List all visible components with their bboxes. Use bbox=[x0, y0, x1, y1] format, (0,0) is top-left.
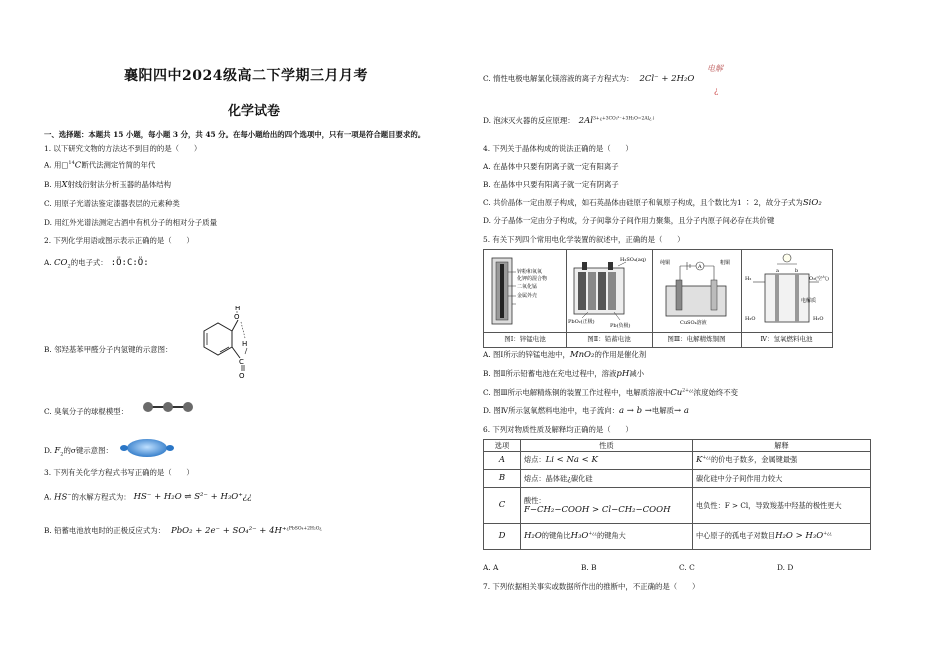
fig2-label-2: PbO₂(正极) bbox=[568, 319, 595, 325]
fig1-label-1: 锌粉和氧氧 bbox=[517, 269, 543, 275]
table-row bbox=[484, 452, 871, 470]
row-d-prop-mid: 的键角比 bbox=[541, 531, 571, 541]
q5-option-c bbox=[483, 388, 738, 399]
q1-option-b bbox=[44, 180, 171, 191]
row-d-prop-sup: +¿¿ bbox=[588, 531, 597, 537]
q5-figure-panel bbox=[483, 249, 833, 348]
q3-d-equation: 2Al bbox=[578, 116, 593, 126]
q5-option-d bbox=[483, 406, 689, 417]
q1-option-d: D. 用红外光谱法测定古酒中有机分子的相对分子质量 bbox=[44, 218, 217, 227]
fig4-label-b: b bbox=[795, 268, 799, 274]
q3-b-equation: PbO₂ + 2e⁻ + SO₄²⁻ + 4H⁺ bbox=[171, 526, 287, 536]
q1-b-pre: B. 用 bbox=[44, 180, 62, 189]
lead-acid-battery-image bbox=[568, 252, 652, 330]
fig4-label-a: a bbox=[776, 268, 779, 274]
q3-c-equation: 2Cl⁻ + 2H₂O bbox=[639, 74, 695, 84]
q2-stem: 2. 下列化学用语或图示表示正确的是（ ） bbox=[44, 236, 194, 245]
fig4-label-2: O₂(空气) bbox=[809, 276, 830, 282]
q3-a-pre: A. bbox=[44, 492, 55, 502]
q2-d-formula: F bbox=[54, 446, 61, 456]
svg-text:O: O bbox=[239, 372, 245, 380]
q5-c-formula: Cu bbox=[670, 388, 683, 398]
fig4-label-3: 电解质 bbox=[801, 298, 817, 304]
q7-stem: 7. 下列依据相关事实或数据所作出的推断中，不正确的是（ ） bbox=[483, 582, 700, 591]
q6-answer-c: C. C bbox=[679, 563, 695, 572]
q1-option-c: C. 用原子光谱法鉴定漆器表层的元素种类 bbox=[44, 199, 180, 208]
row-a-explanation bbox=[693, 452, 871, 470]
q4-c-formula: SiO₂ bbox=[802, 198, 822, 208]
q5-b-post: 减小 bbox=[629, 369, 645, 378]
q4-option-d: D. 分子晶体一定由分子构成，分子间靠分子间作用力聚集，且分子内原子间必存在共价键 bbox=[483, 216, 775, 225]
q5-d-mid: 电解质 bbox=[651, 406, 675, 415]
q3-a-equation: HS⁻ + H₂O ⇌ S²⁻ + H₃O⁺¿¿ bbox=[133, 492, 252, 503]
q3-a-mid: 的水解方程式为： bbox=[71, 492, 131, 502]
fig1-label-3: 二氧化锰 bbox=[517, 284, 538, 290]
row-d-prop: H₂O bbox=[524, 531, 542, 542]
row-c-prop: F−CH₂−COOH > Cl−CH₂−COOH bbox=[524, 504, 671, 515]
q3-a-ion: HS bbox=[54, 492, 68, 503]
fuel-cell-image bbox=[743, 252, 831, 330]
row-a-exp-sup: +¿¿ bbox=[702, 455, 711, 461]
q3-stem: 3. 下列有关化学方程式书写正确的是（ ） bbox=[44, 468, 194, 477]
q3-c-marker: ¿ bbox=[714, 86, 719, 95]
fig2-label-1: H₂SO₄(aq) bbox=[620, 257, 646, 263]
zinc-manganese-battery-image bbox=[486, 252, 566, 330]
q3-option-a: A. HS−的水解方程式为： HS⁻ + H₂O ⇌ S²⁻ + H₃O⁺¿¿ bbox=[44, 492, 252, 503]
row-a-option: A bbox=[484, 452, 521, 470]
fig4-label-4: H₂O bbox=[745, 316, 756, 322]
q4-option-b: B. 在晶体中只要有阳离子就一定有阴离子 bbox=[483, 180, 619, 189]
row-a-prop-pre: 熔点： bbox=[524, 455, 546, 465]
header-explanation: 解释 bbox=[693, 440, 871, 452]
row-c-prop-pre: 酸性： bbox=[524, 495, 546, 505]
row-a-property bbox=[521, 452, 693, 470]
row-a-prop: Li < Na < K bbox=[545, 455, 598, 466]
q5-a-pre: A. 图Ⅰ所示的锌锰电池中， bbox=[483, 350, 570, 359]
copper-refining-image bbox=[654, 252, 740, 330]
exam-subtitle: 化学试卷 bbox=[228, 104, 281, 119]
row-d-exp-formula: H₂O > H₃O bbox=[775, 531, 824, 542]
fig4-label-5: H₂O bbox=[813, 316, 824, 322]
q5-a-formula: MnO₂ bbox=[569, 350, 595, 360]
fig3-label-2: 粗铜 bbox=[720, 260, 731, 266]
q5-stem: 5. 有关下列四个常用电化学装置的叙述中，正确的是（ ） bbox=[483, 235, 685, 244]
q1-a-post: 断代法测定竹简的年代 bbox=[81, 160, 156, 170]
q3-option-c bbox=[483, 74, 694, 85]
svg-text:C: C bbox=[239, 358, 244, 366]
ozone-ball-stick-model bbox=[140, 399, 200, 415]
header-property: 性质 bbox=[521, 440, 693, 452]
q2-d-sub: 2 bbox=[60, 451, 64, 458]
q2-option-b: B. 邻羟基苯甲醛分子内氢键的示意图： bbox=[44, 345, 173, 354]
q3-c-electrolysis-mark: 电解 bbox=[707, 64, 723, 73]
table-row bbox=[484, 488, 871, 524]
q3-c-pre: C. 惰性电极电解氯化镁溶液的离子方程式为： bbox=[483, 74, 634, 83]
row-c-option: C bbox=[484, 488, 521, 524]
fig1-caption: 图Ⅰ：锌锰电池 bbox=[504, 335, 546, 343]
q4-option-a: A. 在晶体中只要有阴离子就一定有阳离子 bbox=[483, 162, 619, 171]
q1-option-a bbox=[44, 160, 155, 171]
svg-text:H: H bbox=[242, 340, 248, 348]
q4-c-pre: C. 共价晶体一定由原子构成，如石英晶体由硅原子和氧原子构成，且个数比为1 ∶ 2，故分子式为 bbox=[483, 198, 803, 207]
q5-d-end: → a bbox=[674, 406, 689, 416]
q2-d-post: 的σ键示意图： bbox=[63, 446, 113, 455]
exam-title: 襄阳四中2024级高二下学期三月月考 bbox=[124, 68, 368, 84]
fig2-caption: 图Ⅱ：铅蓄电池 bbox=[587, 335, 631, 343]
q1-stem: 1. 以下研究文物的方法达不到目的的是（ ） bbox=[44, 144, 202, 153]
fig2-label-3: Pb(负极) bbox=[610, 323, 631, 329]
q5-d-flow: a → b → bbox=[619, 406, 652, 416]
q5-d-pre: D. 图Ⅳ所示氢氧燃料电池中，电子流向： bbox=[483, 406, 619, 415]
fig1-label-4: 金属外壳 bbox=[517, 293, 538, 299]
fig1-label-2: 化钾的混合物 bbox=[517, 276, 548, 282]
q2-a-sub: 2 bbox=[67, 263, 71, 270]
hydrogen-bond-structure-image bbox=[186, 306, 256, 381]
q6-answer-a: A. A bbox=[483, 563, 499, 572]
sigma-bond-orbital-image bbox=[118, 437, 176, 459]
q1-a-pre: A. 用□ bbox=[44, 160, 69, 170]
row-b-explanation: 碳化硅中分子间作用力较大 bbox=[693, 470, 871, 488]
section-heading: 一、选择题：本题共 15 小题，每小题 3 分，共 45 分。在每小题给出的四个选项中，只有一项是符合题目要求的。 bbox=[44, 130, 426, 139]
q2-option-d bbox=[44, 446, 113, 458]
q3-b-tail: ¿PbSO₄+2H₂O¿ bbox=[286, 526, 322, 532]
row-d-prop-ion: H₃O bbox=[570, 531, 589, 542]
q2-a-electron-formula: :Ö:C:Ö: bbox=[110, 258, 149, 268]
q5-b-formula: pH bbox=[616, 369, 630, 379]
q5-c-post: 浓度始终不变 bbox=[693, 388, 739, 397]
fig4-caption: Ⅳ：氢氧燃料电池 bbox=[760, 335, 813, 343]
row-a-exp: 的价电子数多，金属键最强 bbox=[710, 455, 798, 465]
svg-text:H: H bbox=[235, 306, 241, 312]
row-d-property bbox=[521, 524, 693, 550]
row-a-exp-formula: K bbox=[696, 455, 703, 466]
row-b-option: B bbox=[484, 470, 521, 488]
q2-a-formula: CO bbox=[54, 258, 68, 268]
q5-a-post: 的作用是催化剂 bbox=[594, 350, 647, 359]
q4-option-c bbox=[483, 198, 822, 209]
q5-c-sup: 2+¿¿ bbox=[682, 388, 694, 394]
row-c-explanation: 电负性：F > Cl，导致羧基中羟基的极性更大 bbox=[693, 488, 871, 524]
row-d-exp: 中心原子的孤电子对数目 bbox=[696, 531, 776, 541]
q5-option-a bbox=[483, 350, 646, 361]
q2-a-post: 的电子式： bbox=[70, 258, 108, 267]
q6-table bbox=[483, 439, 871, 550]
q6-answer-b: B. B bbox=[581, 563, 597, 572]
row-d-option: D bbox=[484, 524, 521, 550]
fig4-label-1: H₂ bbox=[745, 276, 752, 282]
svg-text:O: O bbox=[234, 313, 240, 321]
q2-option-c: C. 臭氧分子的球棍模型： bbox=[44, 407, 128, 416]
table-row bbox=[484, 470, 871, 488]
q3-d-tail: 3+¿+3CO₃²⁻+3H₂O=2Al¿↓ bbox=[592, 116, 656, 122]
row-b-property: 熔点：晶体硅¿碳化硅 bbox=[521, 470, 693, 488]
q2-a-pre: A. bbox=[44, 258, 55, 267]
fig3-label-3: CuSO₄溶液 bbox=[680, 320, 707, 326]
q1-a-sup: 14 bbox=[68, 160, 75, 166]
row-c-property bbox=[521, 488, 693, 524]
table-row bbox=[484, 524, 871, 550]
q3-option-b bbox=[44, 526, 322, 537]
row-d-exp-sup: +¿¿ bbox=[823, 531, 832, 537]
q3-option-d bbox=[483, 116, 655, 127]
q2-option-a bbox=[44, 258, 149, 270]
q1-a-sym: C bbox=[74, 160, 82, 171]
q1-b-sym: X bbox=[61, 180, 68, 190]
q3-b-pre: B. 铅蓄电池放电时的正极反应式为： bbox=[44, 526, 165, 535]
fig3-caption: 图Ⅲ：电解精炼铜图 bbox=[667, 335, 726, 343]
fig3-label-1: 纯铜 bbox=[660, 260, 671, 266]
q4-stem: 4. 下列关于晶体构成的说法正确的是（ ） bbox=[483, 144, 633, 153]
q6-answer-options bbox=[483, 563, 793, 572]
q6-answer-d: D. D bbox=[777, 563, 794, 572]
row-d-explanation bbox=[693, 524, 871, 550]
svg-text:A: A bbox=[698, 264, 702, 270]
header-option: 选项 bbox=[484, 440, 521, 452]
q2-d-pre: D. bbox=[44, 446, 55, 455]
q5-b-pre: B. 图Ⅱ所示铅蓄电池在充电过程中，溶液 bbox=[483, 369, 617, 378]
q3-d-pre: D. 泡沫灭火器的反应原理： bbox=[483, 116, 575, 125]
q5-option-b bbox=[483, 369, 644, 380]
q1-b-post: 射线衍射法分析玉器的晶体结构 bbox=[67, 180, 172, 189]
q6-stem: 6. 下列对物质性质及解释均正确的是（ ） bbox=[483, 425, 633, 434]
row-d-prop-end: 的键角大 bbox=[596, 531, 626, 541]
table-header-row bbox=[484, 440, 871, 452]
q5-c-pre: C. 图Ⅲ所示电解精炼铜的装置工作过程中，电解质溶液中 bbox=[483, 388, 671, 397]
